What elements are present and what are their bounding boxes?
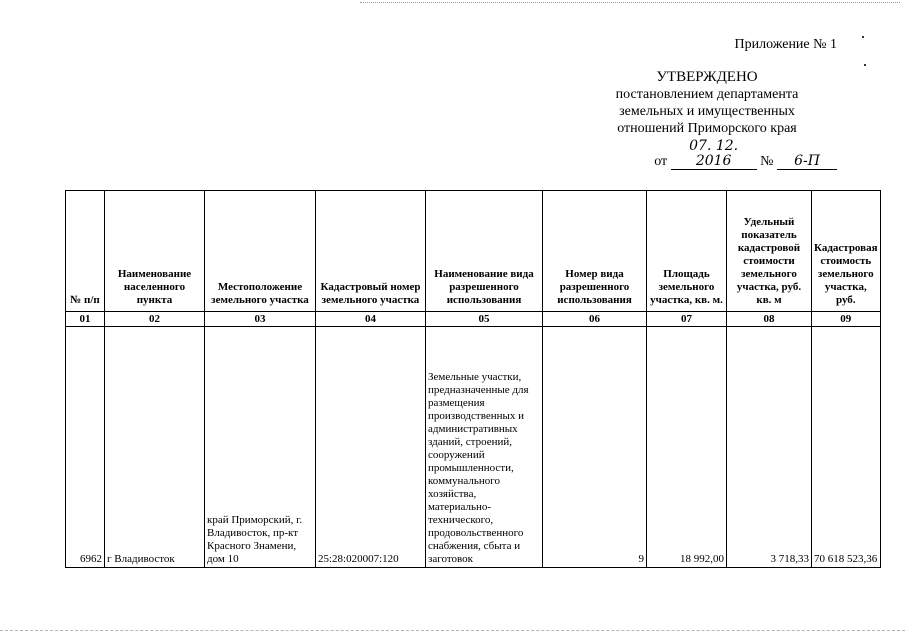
handwritten-number: 6-П [777, 154, 837, 170]
date-prefix: от [654, 154, 668, 169]
column-header: Кадастровый номер земельного участка [316, 191, 426, 312]
table-row [66, 327, 881, 568]
column-code: 02 [105, 312, 205, 327]
column-code: 06 [543, 312, 647, 327]
column-header: Кадастровая стоимость земельного участка, руб. [812, 191, 881, 312]
column-header: Удельный показатель кадастровой стоимости земельного участка, руб. кв. м [727, 191, 812, 312]
approval-line: постановлением департамента [615, 87, 799, 102]
cadastral-value-table [65, 190, 881, 568]
column-code: 04 [316, 312, 426, 327]
scan-noise-bottom [0, 630, 905, 631]
row-number: 6962 [66, 327, 105, 568]
approval-date-line [577, 139, 837, 170]
settlement-name: г Владивосток [105, 327, 205, 568]
approval-line: отношений Приморского края [617, 121, 797, 136]
column-header: Наименование населенного пункта [105, 191, 205, 312]
approval-line: земельных и имущественных [619, 104, 795, 119]
plot-location: край Приморский, г. Владивосток, пр-кт Красного Знамени, дом 10 [205, 327, 316, 568]
table-header-row [66, 191, 881, 312]
scan-noise-top [360, 2, 900, 3]
cadastral-value: 70 618 523,36 [812, 327, 881, 568]
column-header: Площадь земельного участка, кв. м. [647, 191, 727, 312]
column-code: 01 [66, 312, 105, 327]
column-header: Номер вида разрешенного использования [543, 191, 647, 312]
column-code: 09 [812, 312, 881, 327]
appendix-label: Приложение № 1 [734, 37, 837, 52]
column-code: 03 [205, 312, 316, 327]
approved-title: УТВЕРЖДЕНО [656, 69, 758, 85]
permitted-use-name: Земельные участки, предназначенные для размещения производственных и административных зданий, строений, сооружений промышленности, коммунального хозяйства, материально-технического, продовольственного снабжения, сбыта и заготовок [426, 327, 543, 568]
column-code-row [66, 312, 881, 327]
plot-area: 18 992,00 [647, 327, 727, 568]
scan-speck [862, 36, 864, 38]
approval-header [577, 36, 837, 170]
permitted-use-number: 9 [543, 327, 647, 568]
column-header: Местоположение земельного участка [205, 191, 316, 312]
unit-cadastral-value: 3 718,33 [727, 327, 812, 568]
cadastral-number: 25:28:020007:120 [316, 327, 426, 568]
number-prefix: № [760, 154, 774, 169]
column-code: 05 [426, 312, 543, 327]
column-code: 08 [727, 312, 812, 327]
handwritten-date: 07. 12. 2016 [671, 139, 757, 170]
scan-speck [864, 64, 866, 66]
column-header: № п/п [66, 191, 105, 312]
column-code: 07 [647, 312, 727, 327]
column-header: Наименование вида разрешенного использования [426, 191, 543, 312]
